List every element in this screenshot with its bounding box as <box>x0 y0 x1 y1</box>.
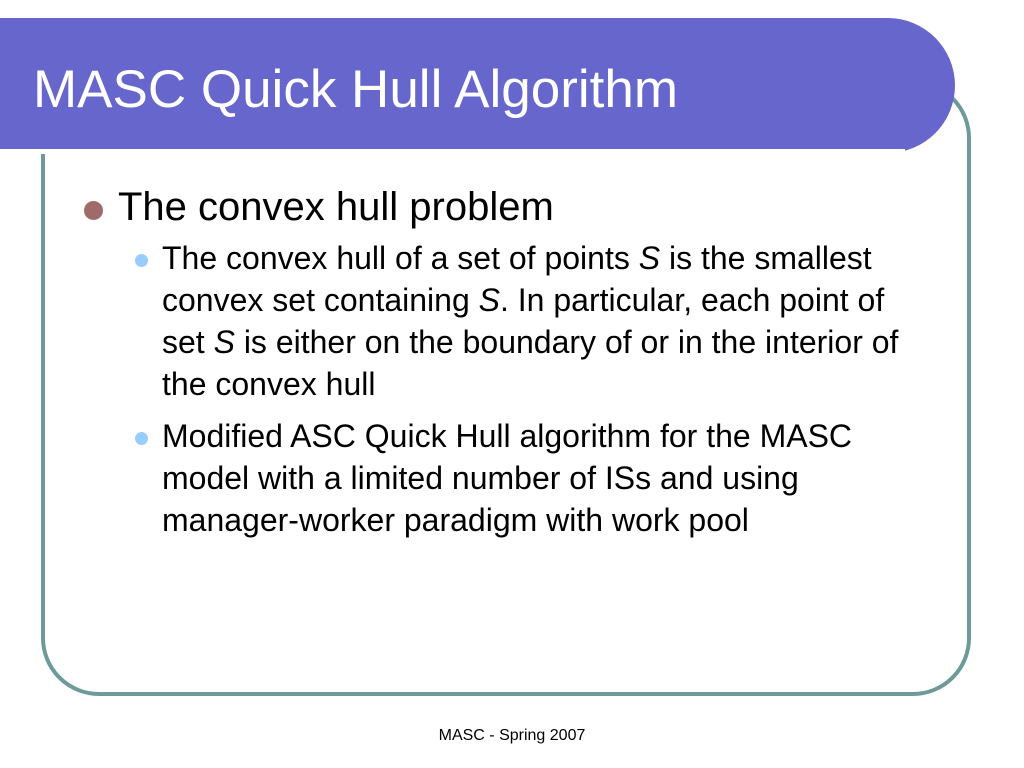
slide-title: MASC Quick Hull Algorithm <box>33 60 679 119</box>
sub-bullet-text-part: . In particular, each point of set <box>162 282 885 360</box>
sub-bullet-text-part: is either on the boundary of or in the interior of the convex hull <box>162 324 899 402</box>
sub-bullet-list <box>80 237 910 541</box>
sub-bullet-text-part: is the smallest convex set containing <box>162 240 872 318</box>
sub-bullet-definition <box>80 237 910 405</box>
set-symbol-s: S <box>213 324 235 360</box>
sub-bullet-text-part: The convex hull of a set of points <box>162 240 639 276</box>
sub-bullet-text: Modified ASC Quick Hull algorithm for the MASC model with a limited number of ISs and using manager-worker paradigm with work pool <box>162 418 853 538</box>
title-underline <box>0 149 905 154</box>
bullet-text: The convex hull problem <box>118 185 554 229</box>
slide-footer: MASC - Spring 2007 <box>438 727 586 744</box>
sub-bullet-masc-algorithm <box>80 415 910 541</box>
title-bar <box>0 18 955 153</box>
sub-bullet-dot-icon <box>135 254 148 267</box>
sub-bullet-dot-icon <box>135 432 148 445</box>
slide-body <box>80 181 910 551</box>
bullet-dot-icon <box>84 201 103 220</box>
bullet-convex-hull-problem <box>80 181 910 233</box>
set-symbol-s: S <box>638 240 661 276</box>
set-symbol-s: S <box>478 282 500 318</box>
